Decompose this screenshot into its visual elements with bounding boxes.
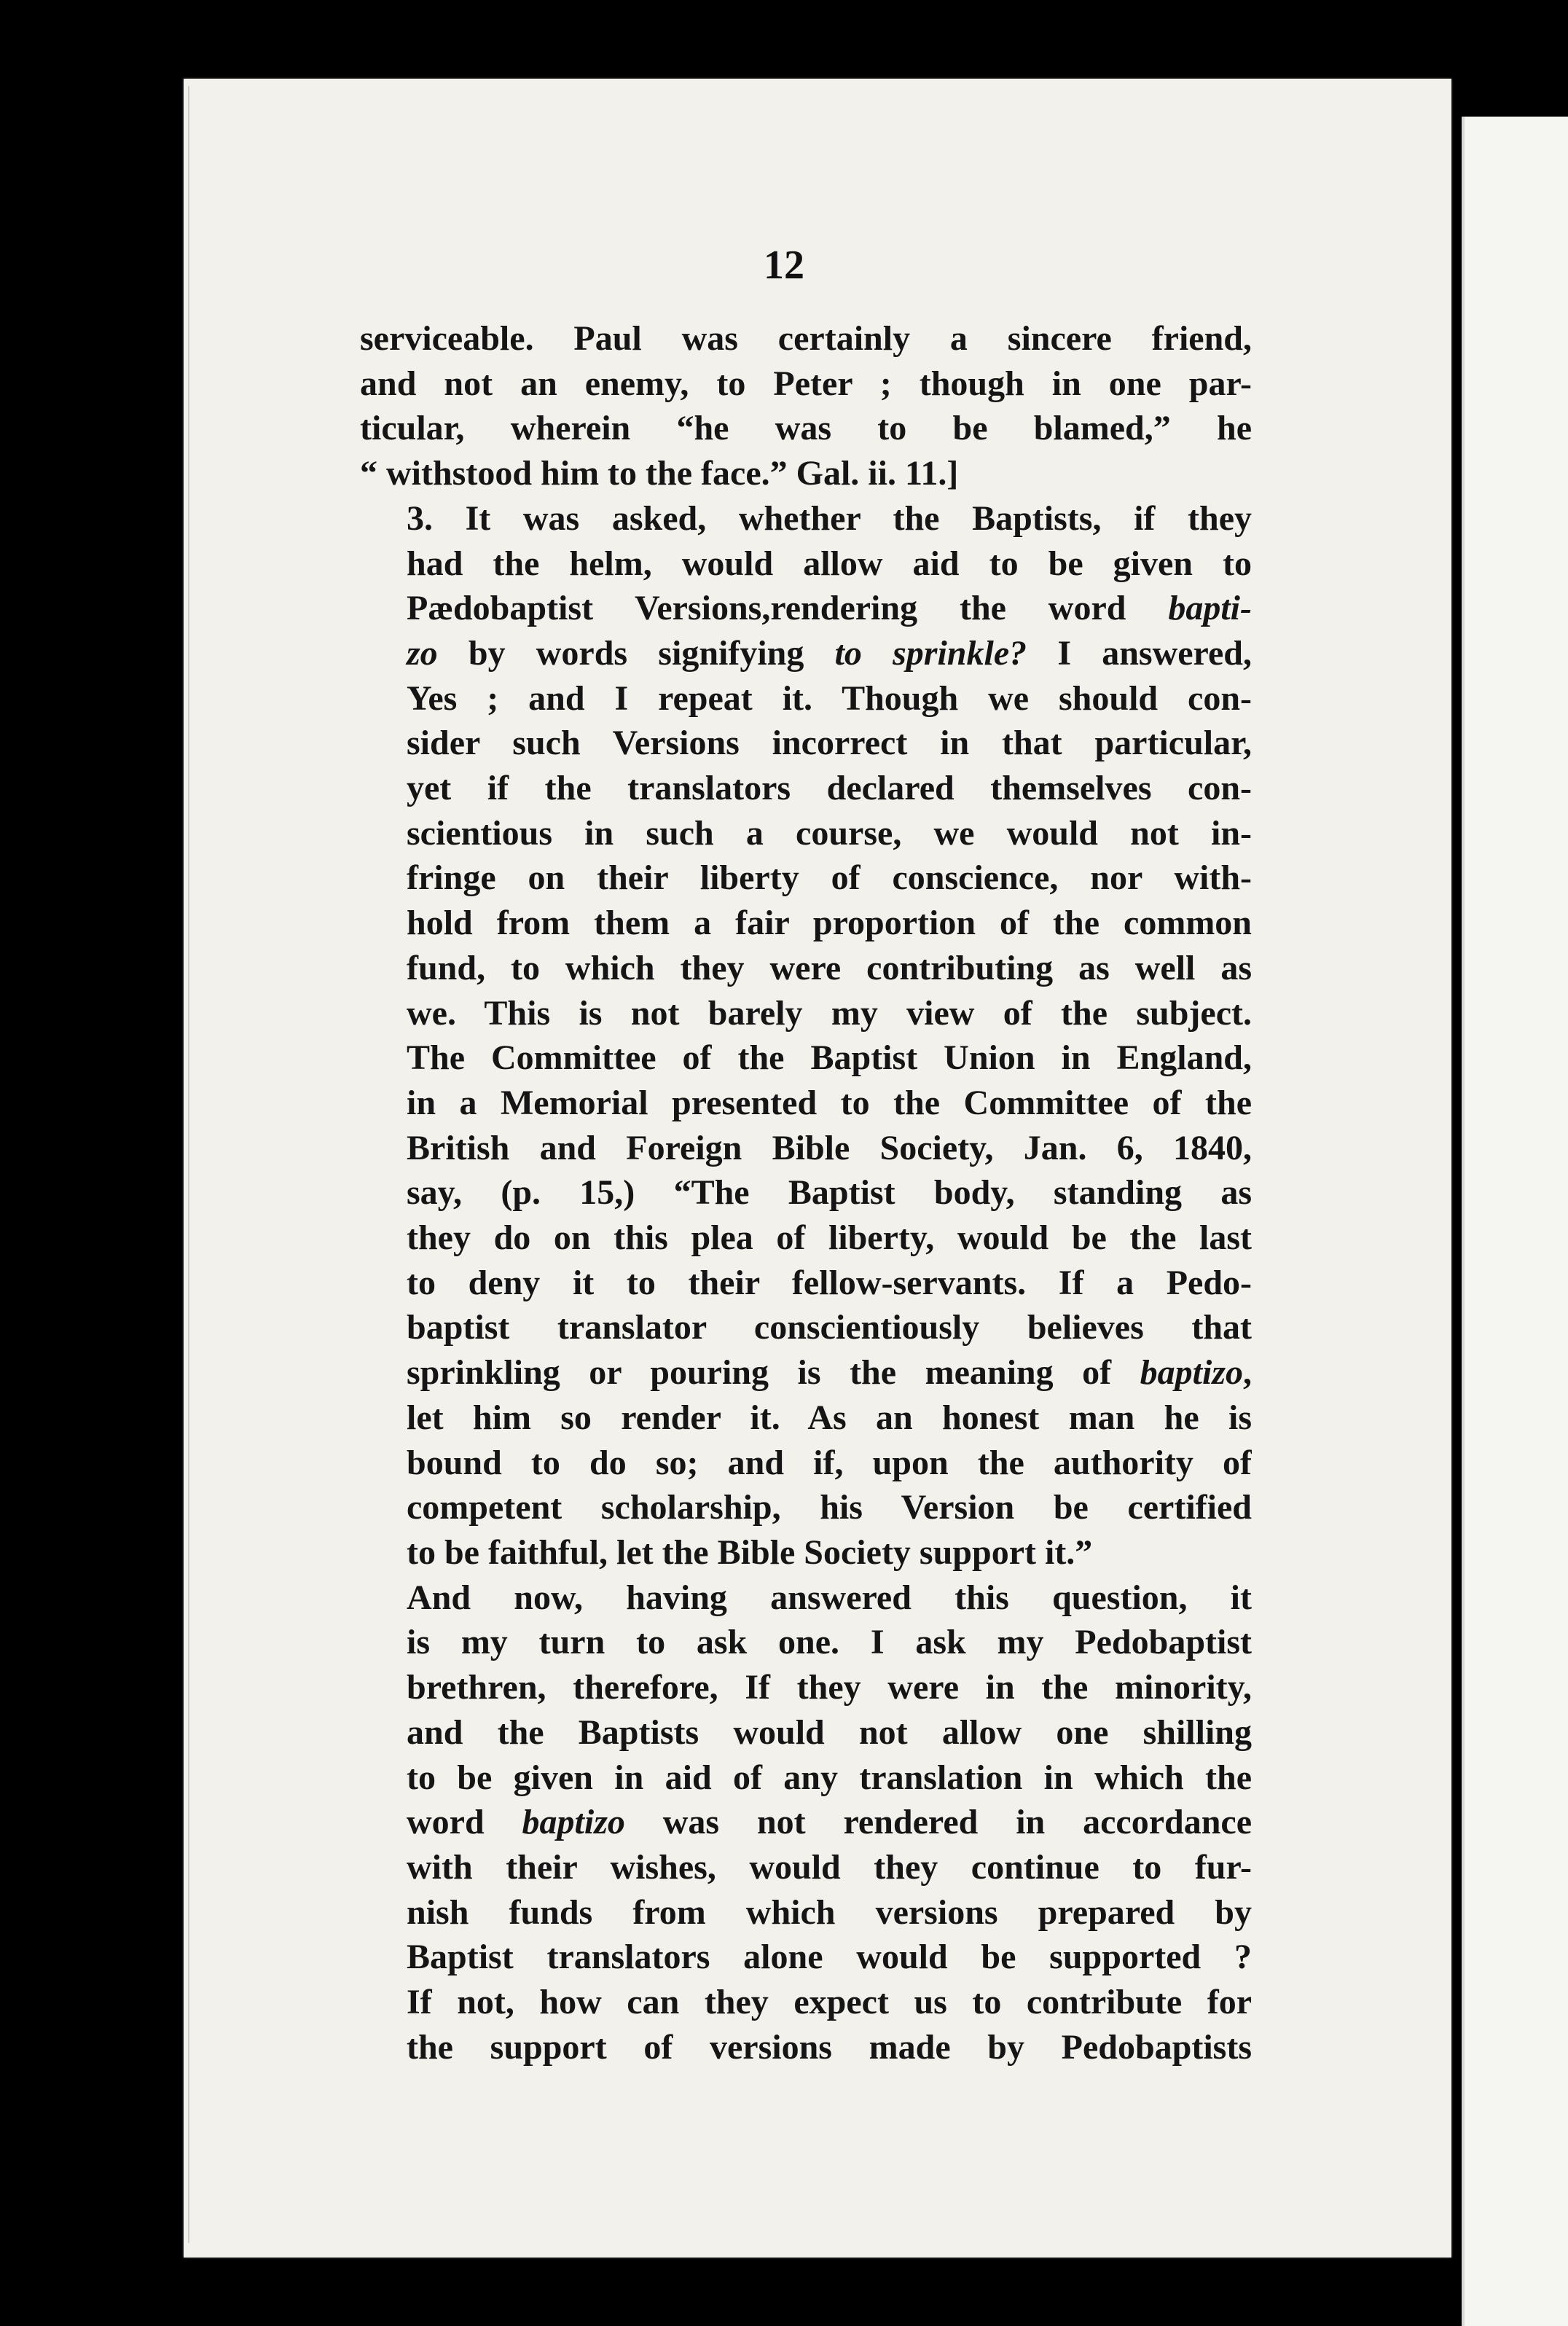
text-line: British and Foreign Bible Society, Jan. 6, 1840, <box>407 1128 1252 1167</box>
text-line: to deny it to their fellow-servants. If a Pedo- <box>407 1263 1252 1302</box>
text-line: And now, having answered this question, it <box>407 1578 1252 1617</box>
text-line: “ withstood him to the face.” Gal. ii. 11.] <box>360 454 959 493</box>
text-line: the support of versions made by Pedobaptists <box>407 2027 1252 2067</box>
text-line: 3. It was asked, whether the Baptists, if they <box>407 498 1252 538</box>
text-line: with their wishes, would they continue to fur- <box>407 1847 1252 1887</box>
text-line: had the helm, would allow aid to be given to <box>407 544 1252 583</box>
text-line: and the Baptists would not allow one shilling <box>407 1712 1252 1752</box>
text-line: competent scholarship, his Version be certified <box>407 1488 1252 1527</box>
text-line: they do on this plea of liberty, would be the last <box>407 1218 1252 1258</box>
paragraph <box>360 1575 1252 2070</box>
text-line: Pædobaptist Versions,rendering the word bapti- <box>407 589 1252 628</box>
text-line: sider such Versions incorrect in that particular, <box>407 724 1252 763</box>
page-number: 12 <box>764 243 804 288</box>
paragraph <box>360 496 1252 1575</box>
text-line: hold from them a fair proportion of the common <box>407 904 1252 943</box>
text-line: nish funds from which versions prepared by <box>407 1892 1252 1932</box>
text-line: yet if the translators declared themselves con- <box>407 769 1252 808</box>
paragraph <box>360 316 1252 496</box>
text-line: ticular, wherein “he was to be blamed,” he <box>360 409 1252 448</box>
text-line: Yes ; and I repeat it. Though we should con- <box>407 678 1252 718</box>
body-text <box>360 316 1252 2069</box>
text-line: Baptist translators alone would be supported ? <box>407 1938 1252 1977</box>
adjacent-page-shadow <box>1462 117 1465 2326</box>
text-line: scientious in such a course, we would not in- <box>407 813 1252 853</box>
text-line: word baptizo was not rendered in accordance <box>407 1803 1252 1842</box>
text-line: in a Memorial presented to the Committee of the <box>407 1083 1252 1122</box>
text-line: fringe on their liberty of conscience, nor with- <box>407 858 1252 898</box>
text-line: and not an enemy, to Peter ; though in one par- <box>360 364 1252 403</box>
text-line: let him so render it. As an honest man he is <box>407 1398 1252 1437</box>
text-line: sprinkling or pouring is the meaning of baptizo, <box>407 1353 1252 1393</box>
text-line: we. This is not barely my view of the subject. <box>407 993 1252 1033</box>
text-line: serviceable. Paul was certainly a sincere friend, <box>360 319 1252 358</box>
text-line: to be faithful, let the Bible Society support it.” <box>407 1532 1093 1572</box>
text-line: The Committee of the Baptist Union in England, <box>407 1038 1252 1078</box>
text-line: baptist translator conscientiously believes that <box>407 1308 1252 1347</box>
text-line: say, (p. 15,) “The Baptist body, standing as <box>407 1173 1252 1213</box>
text-line: If not, how can they expect us to contribute for <box>407 1983 1252 2022</box>
text-line: bound to do so; and if, upon the authority of <box>407 1443 1252 1482</box>
text-line: is my turn to ask one. I ask my Pedobaptist <box>407 1623 1252 1662</box>
page-left-edge <box>188 86 189 2243</box>
text-line: to be given in aid of any translation in which the <box>407 1758 1252 1797</box>
text-line: fund, to which they were contributing as well as <box>407 948 1252 987</box>
text-line: zo by words signifying to sprinkle? I answered, <box>407 633 1252 673</box>
adjacent-page-edge <box>1462 117 1568 2326</box>
text-line: brethren, therefore, If they were in the minority, <box>407 1668 1252 1707</box>
